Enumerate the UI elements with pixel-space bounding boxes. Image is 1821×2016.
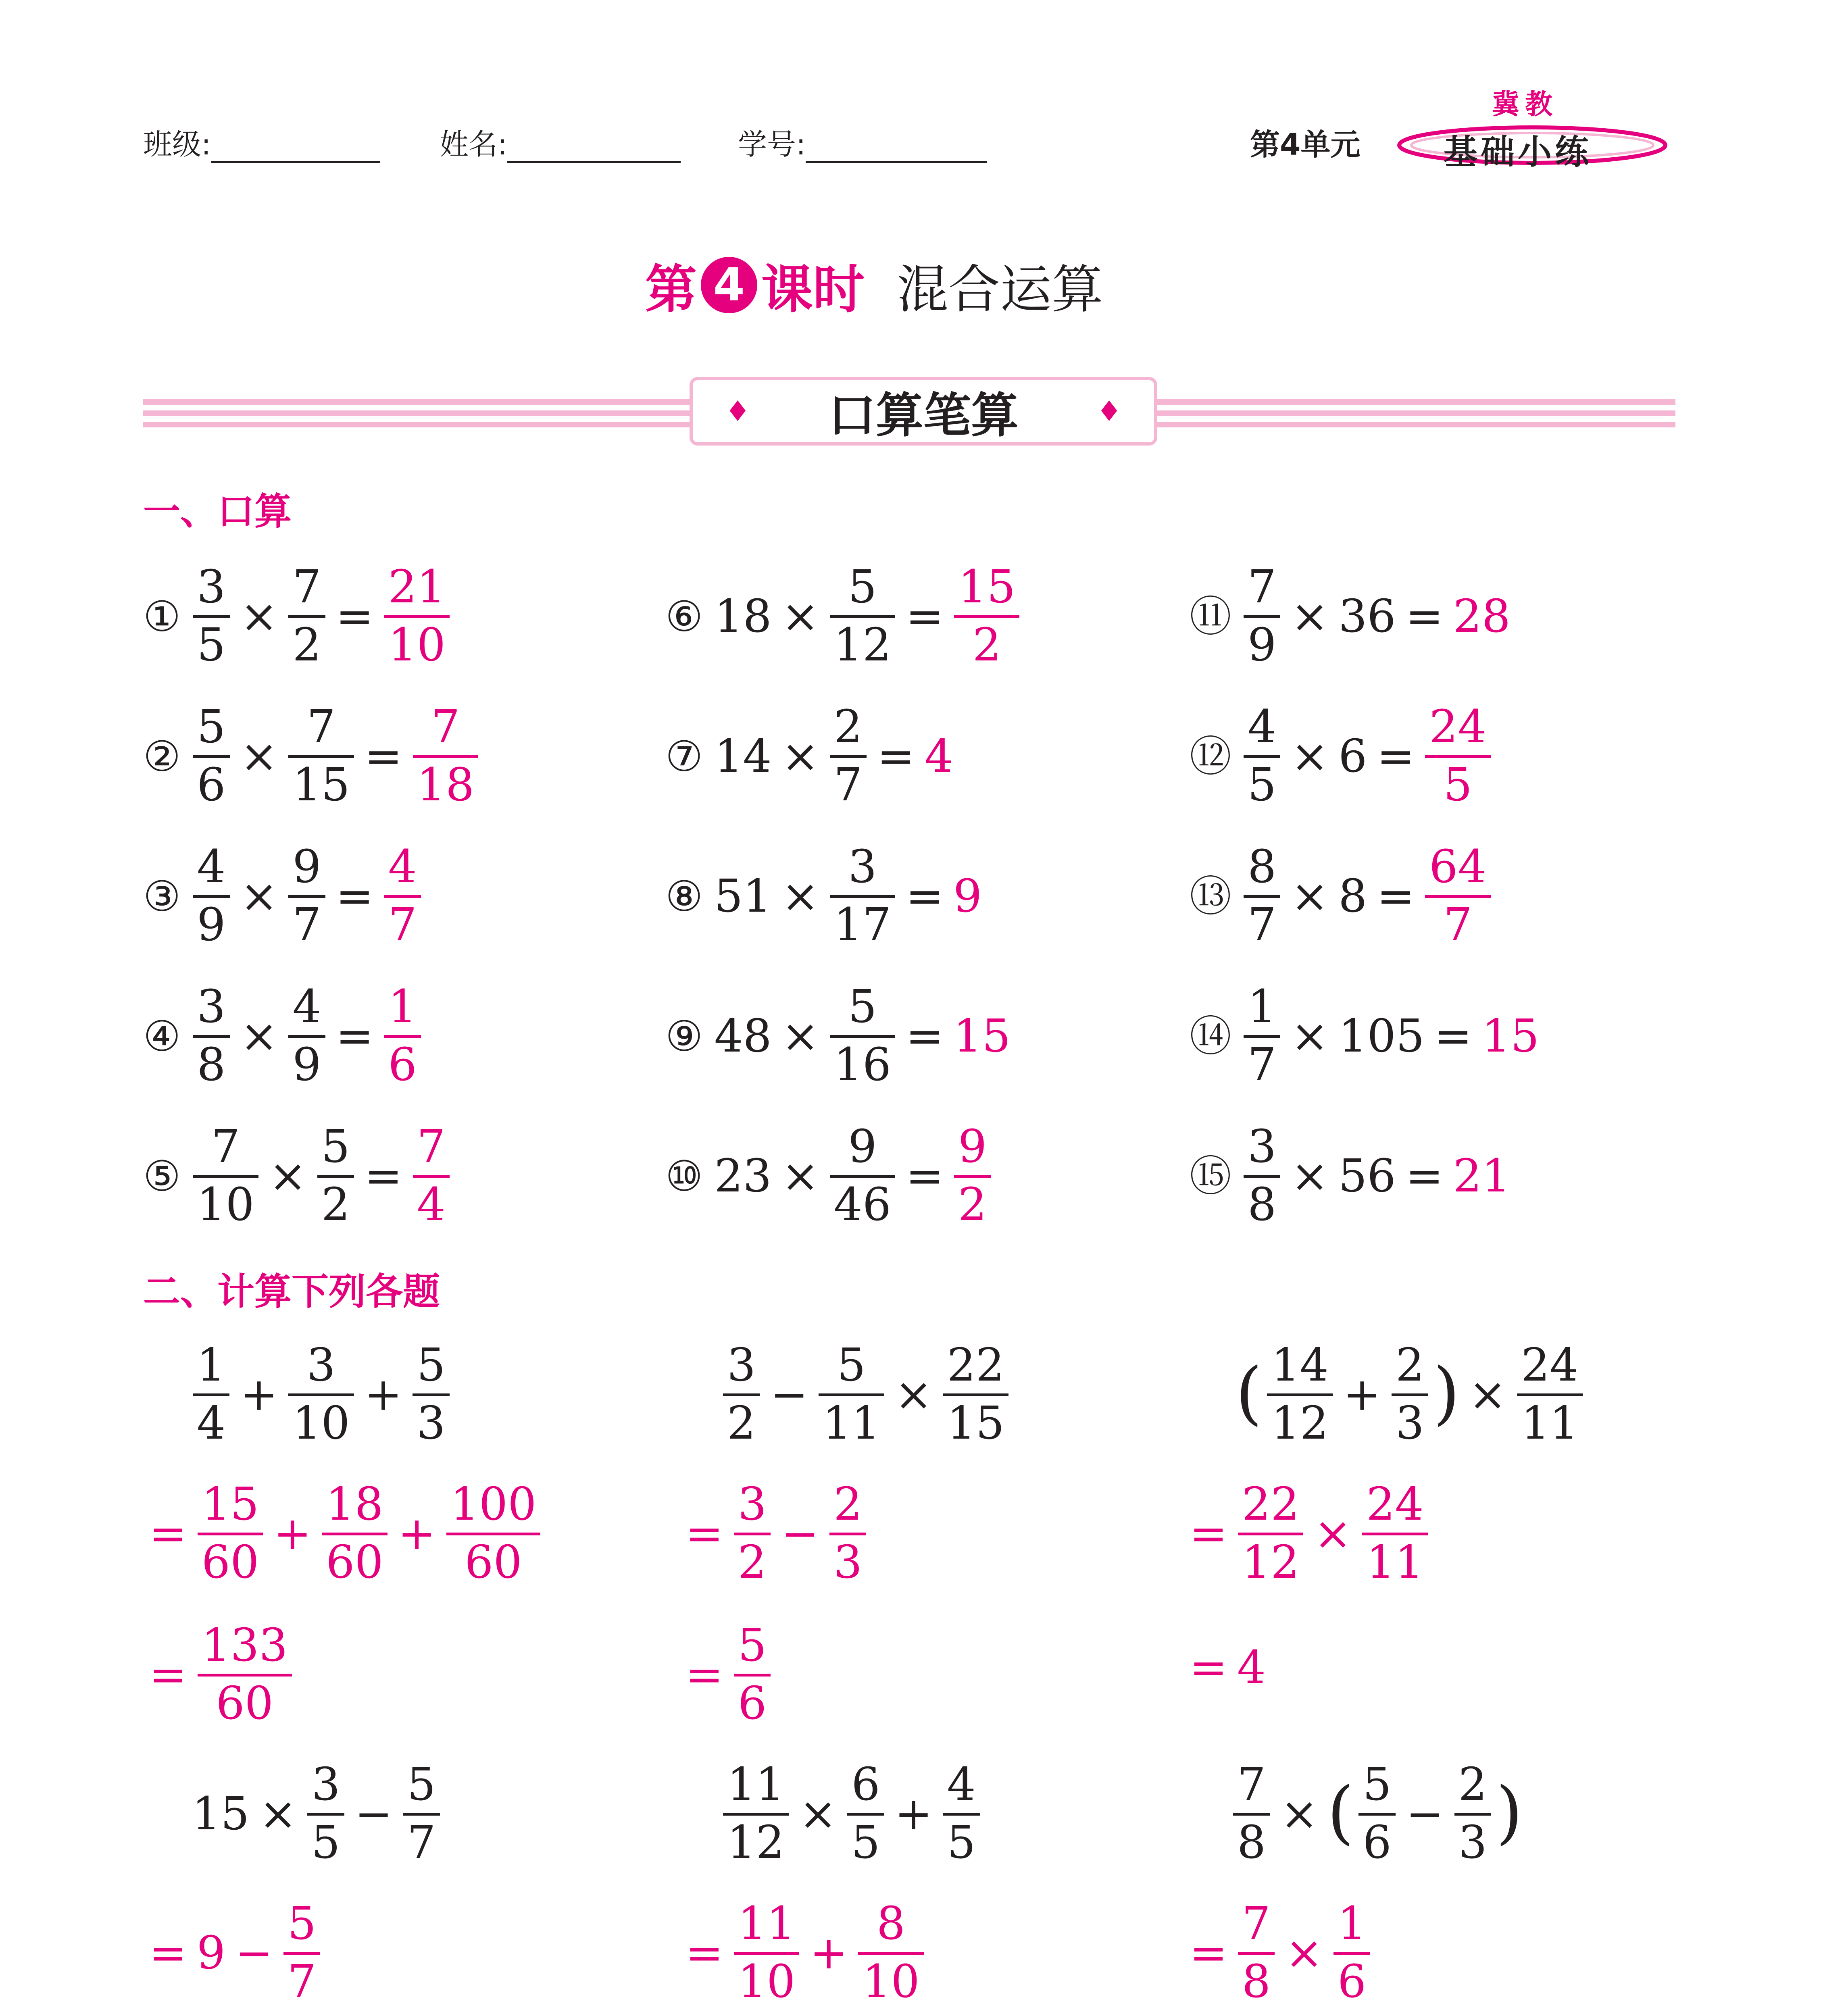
fraction: 4 9 [288,982,325,1090]
oral-problem-14: ⑭ 1 7 × 105 = 15 [1190,981,1540,1091]
whole-number: 14 [714,730,772,783]
answer: 15 [953,1010,1011,1062]
answer-fraction: 21 10 [384,562,450,670]
fraction: 1 7 [1244,982,1280,1090]
problem-number: ⑧ [665,871,703,921]
problem-number: ⑨ [665,1011,703,1061]
fraction: 3 2 [723,1341,760,1448]
oral-problem-4: ④ 3 8 × 4 9 = 1 6 [143,982,424,1090]
problem-number: ① [143,591,181,641]
answer-fraction: 9 2 [954,1122,991,1230]
student-id-field[interactable] [738,121,987,163]
student-id-label: 学号: [738,127,806,161]
fraction: 7 2 [288,562,325,670]
fraction: 24 11 [1362,1480,1428,1587]
fraction: 100 60 [446,1480,541,1587]
fraction: 5 11 [819,1341,884,1448]
fraction: 9 7 [288,842,325,950]
oral-problem-5: ⑤ 7 10 × 5 2 = 7 4 [143,1122,453,1230]
banner-diamond-right: ♦ [1096,395,1122,428]
fraction: 6 5 [847,1760,884,1868]
answer-fraction: 64 7 [1425,842,1491,950]
fraction: 7 10 [193,1122,258,1230]
answer-fraction: 1 6 [384,982,421,1090]
oral-problem-1: ① 3 5 × 7 2 = 21 10 [143,562,453,670]
fraction: 22 15 [943,1341,1008,1448]
fraction: 3 5 [193,562,229,670]
problem-number: ④ [143,1011,181,1061]
fraction: 7 15 [288,702,354,810]
fraction: 7 8 [1238,1899,1275,2007]
calc-problem-3: ( 14 12 + 2 3 ) × 24 11 [1234,1341,1586,1448]
answer: 28 [1453,590,1511,643]
fraction: 24 11 [1517,1341,1583,1448]
fraction: 2 3 [1392,1341,1428,1448]
fraction: 3 17 [830,842,896,950]
fraction: 3 8 [1244,1122,1280,1230]
fraction: 7 9 [1244,562,1280,670]
calc-problem-4-step-1: = 9 − 5 7 [149,1899,323,2007]
banner-box [690,377,1157,446]
calc-problem-3-step-1: = 22 12 × 24 11 [1190,1480,1431,1587]
fraction: 2 3 [829,1480,866,1587]
calc-problem-3-step-2: = 4 [1190,1641,1266,1694]
unit-label: 第4单元 [1250,127,1361,162]
oral-problem-12: ⑫ 4 5 × 6 = 24 5 [1190,702,1494,810]
oral-problem-6: ⑥ 18 × 5 12 = 15 2 [665,562,1023,670]
problem-number: ② [143,731,181,781]
answer: 15 [1481,1010,1540,1062]
whole-number: 23 [714,1150,772,1202]
series-small: 冀教 [1492,89,1558,121]
oral-problem-13: ⑬ 8 7 × 8 = 64 7 [1190,842,1494,950]
section1-title: 一、口算 [143,490,292,533]
fraction: 3 8 [193,982,229,1090]
problem-number: ⑭ [1190,1011,1232,1061]
name-field[interactable] [440,121,681,163]
whole-number: 36 [1338,590,1396,643]
fraction: 5 6 [734,1621,771,1729]
answer-fraction: 4 7 [384,842,421,950]
problem-number: ⑬ [1190,871,1232,921]
oral-problem-15: ⑮ 3 8 × 56 = 21 [1190,1120,1511,1231]
fraction: 8 10 [858,1899,924,2007]
calc-problem-5-step-1: = 11 10 + 8 10 [685,1899,927,2007]
whole-number: 48 [714,1010,772,1062]
lesson-title [645,248,1103,322]
answer: 21 [1453,1150,1511,1202]
problem-number: ⑪ [1190,591,1232,641]
calc-problem-1: 1 4 + 3 10 + 5 3 [190,1341,453,1448]
problem-number: ⑩ [665,1151,703,1201]
problem-number: ⑤ [143,1151,181,1201]
calc-problem-2: 3 2 − 5 11 × 22 15 [720,1341,1012,1448]
fraction: 4 5 [943,1760,979,1868]
fraction: 133 60 [198,1621,292,1729]
name-label: 姓名: [440,127,508,161]
fraction: 2 7 [830,702,867,810]
whole-number: 51 [714,870,772,923]
fraction: 5 6 [193,702,229,810]
oral-problem-3: ③ 4 9 × 9 7 = 4 7 [143,842,424,950]
fraction: 1 6 [1333,1899,1370,2007]
oral-problem-9: ⑨ 48 × 5 16 = 15 [665,981,1011,1091]
whole-number: 6 [1338,730,1367,783]
answer: 4 [1237,1641,1266,1694]
fraction: 11 10 [734,1899,800,2007]
series-logo [1391,121,1673,172]
whole-number: 18 [714,590,772,643]
fraction: 18 60 [322,1480,388,1587]
problem-number: ⑥ [665,591,703,641]
fraction: 5 6 [1358,1760,1395,1868]
fraction: 1 4 [193,1341,229,1448]
fraction: 8 7 [1244,842,1280,950]
fraction: 22 12 [1238,1480,1304,1587]
fraction: 14 12 [1267,1341,1333,1448]
answer-fraction: 7 18 [413,702,479,810]
answer-fraction: 24 5 [1425,702,1491,810]
lesson-prefix: 第 [645,260,697,320]
class-field[interactable] [143,121,380,163]
banner-diamond-left: ♦ [725,395,750,428]
lesson-number-badge: 4 [701,257,757,313]
calc-problem-2-step-1: = 3 2 − 2 3 [685,1480,869,1587]
fraction: 3 5 [307,1760,344,1868]
fraction: 5 2 [317,1122,354,1230]
answer-fraction: 15 2 [954,562,1020,670]
problem-number: ⑦ [665,731,703,781]
oral-problem-2: ② 5 6 × 7 15 = 7 18 [143,702,481,810]
problem-number: ⑫ [1190,731,1232,781]
answer: 4 [924,730,953,783]
oral-problem-7: ⑦ 14 × 2 7 = 4 [665,701,953,812]
fraction: 9 46 [830,1122,896,1230]
fraction: 5 7 [403,1760,440,1868]
series-big: 基础小练 [1444,132,1592,172]
answer: 9 [953,870,982,923]
calc-problem-4: 15 × 3 5 − 5 7 [190,1760,443,1868]
calc-problem-1-step-1: = 15 60 + 18 60 + 100 60 [149,1480,544,1587]
fraction: 3 10 [288,1341,354,1448]
whole-number: 8 [1338,870,1367,923]
problem-number: ③ [143,871,181,921]
fraction: 15 60 [198,1480,263,1587]
whole-number: 9 [196,1926,226,1979]
fraction: 5 12 [830,562,896,670]
fraction: 2 3 [1454,1760,1491,1868]
fraction: 7 8 [1233,1760,1270,1868]
problem-number: ⑮ [1190,1151,1232,1201]
whole-number: 15 [192,1787,250,1840]
calc-problem-5: 11 12 × 6 5 + 4 5 [720,1760,983,1868]
calc-problem-6: 7 8 × ( 5 6 − 2 3 ) [1230,1760,1524,1868]
calc-problem-1-step-2: = 133 60 [149,1621,295,1729]
lesson-suffix: 课时 [761,260,865,320]
oral-problem-10: ⑩ 23 × 9 46 = 9 2 [665,1122,994,1230]
fraction: 5 3 [413,1341,449,1448]
oral-problem-11: ⑪ 7 9 × 36 = 28 [1190,561,1511,672]
whole-number: 56 [1338,1150,1396,1202]
oral-problem-8: ⑧ 51 × 3 17 = 9 [665,841,982,952]
answer-fraction: 7 4 [413,1122,450,1230]
fraction: 5 16 [830,982,896,1090]
fraction: 5 7 [283,1899,320,2007]
class-label: 班级: [143,127,211,161]
fraction: 11 12 [723,1760,789,1868]
fraction: 4 5 [1244,702,1280,810]
banner-title: 口算笔算 [828,387,1019,443]
fraction: 3 2 [734,1480,771,1587]
calc-problem-6-step-1: = 7 8 × 1 6 [1190,1899,1373,2007]
fraction: 4 9 [193,842,229,950]
lesson-topic: 混合运算 [897,260,1104,320]
whole-number: 105 [1338,1010,1425,1062]
calc-problem-2-step-2: = 5 6 [685,1621,774,1729]
section2-title: 二、计算下列各题 [143,1270,440,1313]
